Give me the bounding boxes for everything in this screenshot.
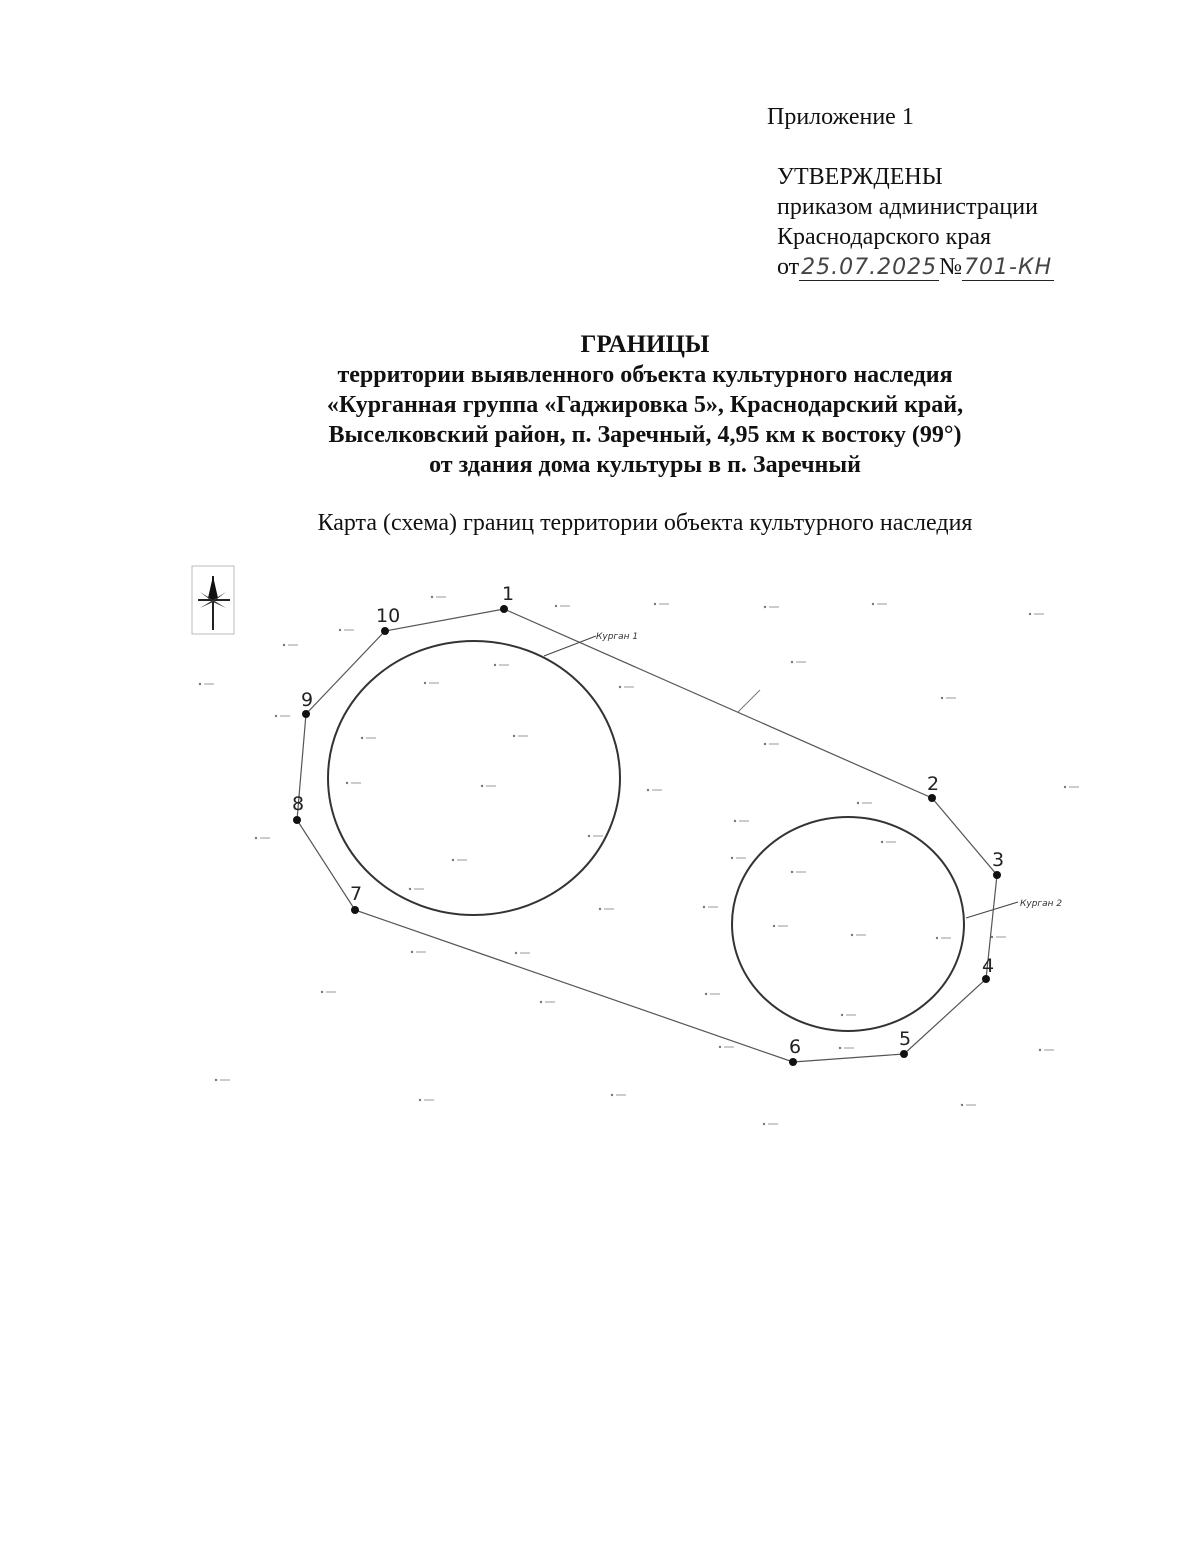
survey-dot [452,859,454,861]
survey-dot [719,1046,721,1048]
survey-dot [941,697,943,699]
boundary-point-8 [293,816,301,824]
point-label-9: 9 [301,689,314,711]
survey-dot [773,925,775,927]
survey-dot [481,785,483,787]
survey-dot [431,596,433,598]
approved-label: УТВЕРЖДЕНЫ [777,164,943,190]
survey-dot [611,1094,613,1096]
survey-dot [619,686,621,688]
survey-dot [215,1079,217,1081]
survey-dot [409,888,411,890]
survey-dot [199,683,201,685]
survey-dot [881,841,883,843]
boundary-point-2 [928,794,936,802]
survey-dot [764,743,766,745]
survey-dot [734,820,736,822]
survey-dot [647,789,649,791]
survey-dot [321,991,323,993]
heading-line-2: территории выявленного объекта культурного наследия [337,362,953,388]
boundary-point-10 [381,627,389,635]
boundary-point-7 [351,906,359,914]
survey-dot [515,952,517,954]
order-date: 25.07.2025 [801,255,938,280]
heading-line-4: Выселковский район, п. Заречный, 4,95 км к востоку (99°) [328,422,962,448]
survey-dot [494,664,496,666]
boundary-point-6 [789,1058,797,1066]
survey-dot [791,871,793,873]
point-label-5: 5 [899,1028,912,1050]
survey-dot [654,603,656,605]
order-label: приказом администрации [777,194,1038,220]
survey-dot [705,993,707,995]
survey-dot [283,644,285,646]
mound-2-circle [732,817,964,1031]
point-label-10: 10 [376,605,401,627]
survey-dot [339,629,341,631]
survey-dot [872,603,874,605]
survey-dot [540,1001,542,1003]
point-label-6: 6 [789,1036,802,1058]
mound-1-circle [328,641,620,915]
survey-dot [411,951,413,953]
map-caption: Карта (схема) границ территории объекта культурного наследия [317,510,973,536]
boundary-points [293,605,1001,1066]
survey-dot [1029,613,1031,615]
survey-dot [991,936,993,938]
survey-dot [588,835,590,837]
survey-dot [703,906,705,908]
survey-dot [513,735,515,737]
survey-dot [857,802,859,804]
date-prefix: от [777,254,800,280]
appendix-label: Приложение 1 [767,104,914,130]
survey-elevation-dots [199,596,1079,1125]
survey-dot [1039,1049,1041,1051]
number-prefix: № [939,254,963,280]
point-label-8: 8 [292,793,305,815]
boundary-point-3 [993,871,1001,879]
survey-dot [424,682,426,684]
survey-dot [731,857,733,859]
survey-dot [599,908,601,910]
survey-dot [1064,786,1066,788]
boundary-point-5 [900,1050,908,1058]
survey-dot [419,1099,421,1101]
survey-dot [791,661,793,663]
survey-dot [763,1123,765,1125]
survey-dot [961,1104,963,1106]
heading-line-1: ГРАНИЦЫ [580,331,710,358]
boundary-polygon [297,609,997,1062]
boundary-point-1 [500,605,508,613]
point-label-3: 3 [992,849,1005,871]
region-label: Краснодарского края [777,224,992,250]
point-label-1: 1 [502,583,515,605]
mound-2-label: Курган 2 [1020,899,1063,909]
compass-rose-icon [192,566,234,634]
survey-dot [841,1014,843,1016]
survey-dot [839,1047,841,1049]
point-label-4: 4 [982,955,995,977]
heading-line-5: от здания дома культуры в п. Заречный [429,452,861,478]
heading-line-3: «Курганная группа «Гаджировка 5», Краснодарский край, [326,392,964,418]
survey-dot [851,934,853,936]
point-label-2: 2 [927,773,940,795]
survey-dot [764,606,766,608]
survey-dot [255,837,257,839]
survey-dot [936,937,938,939]
boundary-point-9 [302,710,310,718]
survey-dot [275,715,277,717]
survey-dot [361,737,363,739]
survey-dot [555,605,557,607]
mound-1-label: Курган 1 [596,632,639,642]
survey-dot [346,782,348,784]
order-number: 701-КН [964,255,1053,280]
point-label-7: 7 [350,883,363,905]
